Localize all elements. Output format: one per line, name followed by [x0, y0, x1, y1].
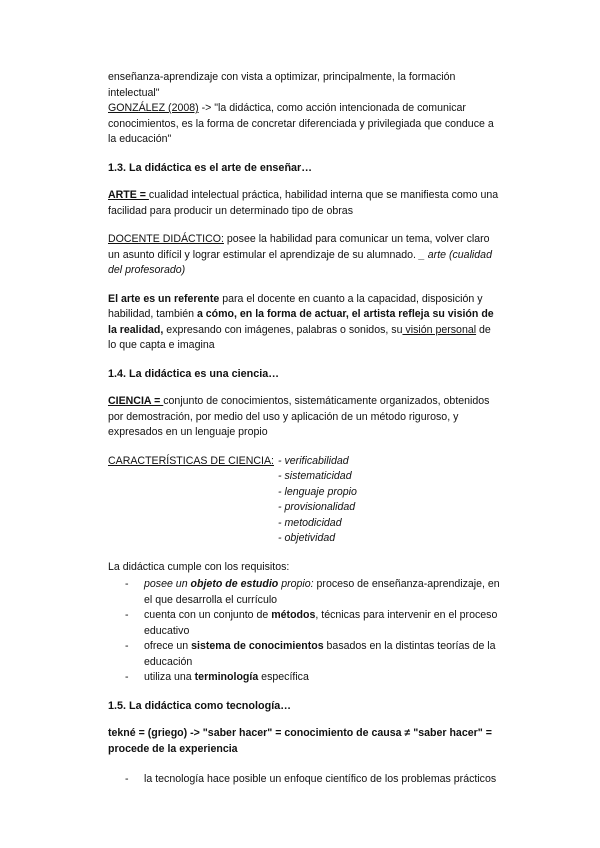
ref-text-2: expresando con imágenes, palabras o sonidos, su	[163, 323, 403, 336]
req3-bold: sistema de conocimientos	[191, 640, 324, 652]
req2-text-2: , técnicas para intervenir en el proceso educativo	[144, 609, 498, 637]
requirements-intro: La didáctica cumple con los requisitos:	[108, 560, 290, 573]
ref-text-1: para el docente en cuanto a la capacidad, disposición y habilidad, también	[108, 292, 483, 320]
req1-italic-2: propio:	[278, 578, 314, 590]
arte-referente-paragraph	[108, 292, 500, 354]
req3-text-2: basados en la distintas teorías de la educación	[144, 640, 496, 668]
req1-text: proceso de enseñanza-aprendizaje, en el que desarrolla el currículo	[144, 578, 500, 606]
ref-bold-1: El arte es un referente	[108, 292, 220, 305]
characteristic-item: - objetividad	[278, 532, 336, 544]
ref-text-3: de lo que capta e imagina	[108, 323, 491, 351]
req4-text-1: utiliza una	[144, 671, 195, 683]
req2-text-1: cuenta con un conjunto de	[144, 609, 272, 621]
section-1-5-heading: 1.5. La didáctica como tecnología…	[108, 699, 291, 712]
intro-paragraph	[108, 70, 500, 148]
requirements-list	[108, 577, 500, 686]
requirement-item	[108, 639, 500, 670]
author-citation: GONZÁLEZ (2008)	[108, 102, 199, 114]
req1-bold-italic: objeto de estudio	[190, 578, 279, 590]
characteristics-list	[278, 454, 357, 547]
characteristic-item: - verificabilidad	[278, 454, 349, 467]
intro-text: enseñanza-aprendizaje con vista a optimizar, principalmente, la formación intelectual"	[108, 71, 456, 99]
characteristics-label: CARACTERÍSTICAS DE CIENCIA:	[108, 454, 274, 467]
characteristic-item: - sistematicidad	[278, 470, 352, 482]
characteristic-item: - metodicidad	[278, 516, 342, 529]
docente-def: posee la habilidad para comunicar un tema, volver claro un asunto difícil y lograr estimular el aprendizaje de su alumnado.	[108, 233, 490, 261]
technology-list	[108, 772, 500, 788]
ciencia-definition	[108, 394, 500, 441]
requirement-item	[108, 577, 500, 608]
document-page	[108, 70, 500, 788]
ref-bold-2: a cómo, en la forma de actuar, el artista refleja su visión de la realidad,	[108, 308, 494, 336]
docente-definition	[108, 232, 500, 279]
arte-def: cualidad intelectual práctica, habilidad interna que se manifiesta como una facilidad para producir un determinado tipo de obras	[108, 189, 499, 217]
arte-term: ARTE =	[108, 189, 149, 201]
arte-definition	[108, 188, 500, 219]
technology-item: - la tecnología hace posible un enfoque científico de los problemas prácticos	[108, 772, 500, 788]
requirement-item	[108, 608, 500, 639]
ciencia-def: conjunto de conocimientos, sistemáticamente organizados, obtenidos por demostración, por medio del uso y aplicación de un método riguroso, y expresados en un lenguaje propio	[108, 395, 490, 438]
req3-text-1: ofrece un	[144, 640, 192, 652]
section-1-3-heading: 1.3. La didáctica es el arte de enseñar…	[108, 161, 313, 174]
characteristic-item: - provisionalidad	[278, 501, 356, 513]
ciencia-term: CIENCIA =	[108, 395, 164, 407]
req4-bold: terminología	[194, 671, 259, 683]
docente-term: DOCENTE DIDÁCTICO:	[108, 233, 224, 245]
req4-text-2: específica	[258, 671, 309, 683]
docente-note: _ arte (cualidad del profesorado)	[108, 248, 492, 276]
characteristics-block	[108, 454, 500, 547]
characteristic-item: - lenguaje propio	[278, 485, 357, 498]
requirement-item	[108, 670, 500, 686]
ref-underline: visión personal	[402, 323, 477, 336]
req1-italic-1: posee un	[144, 578, 191, 590]
section-1-4-heading: 1.4. La didáctica es una ciencia…	[108, 367, 280, 380]
author-quote: -> "la didáctica, como acción intencionada de comunicar conocimientos, es la forma de concretar diferenciada y privilegiada que conduce a la educación"	[108, 102, 494, 145]
tekne-definition: tekné = (griego) -> "saber hacer" = conocimiento de causa ≠ "saber hacer" = procede de la experiencia	[108, 727, 492, 755]
req2-bold: métodos	[271, 609, 316, 621]
